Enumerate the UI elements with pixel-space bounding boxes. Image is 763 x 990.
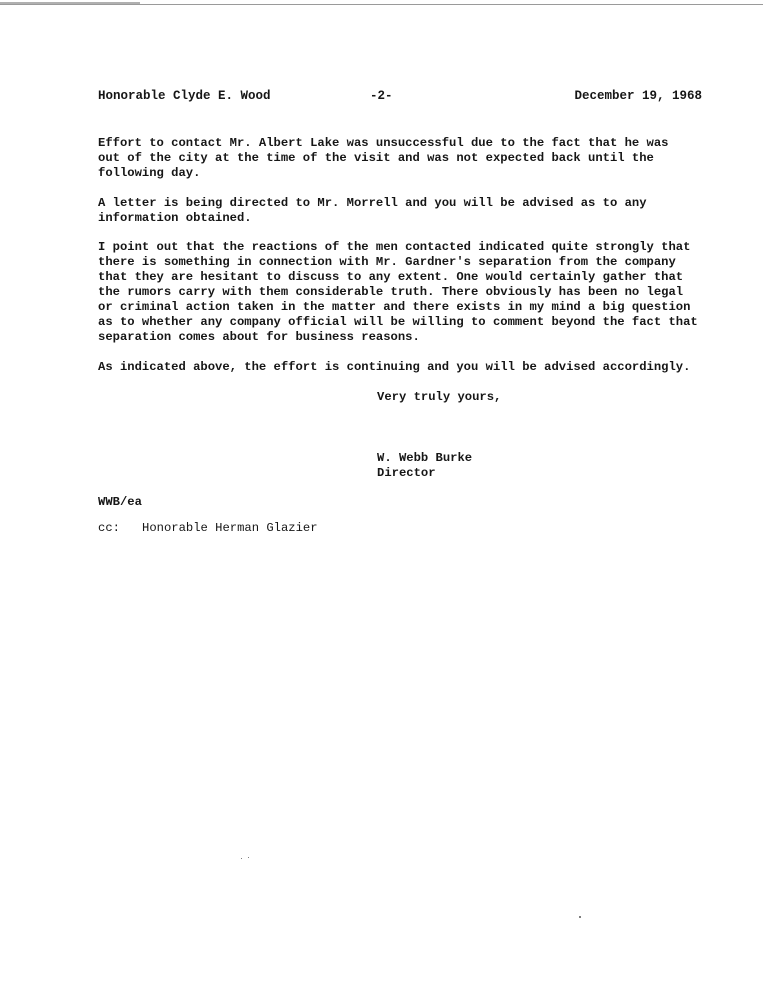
valediction: Very truly yours, [377,390,502,404]
signer-title: Director [377,466,436,480]
body-paragraph-1: Effort to contact Mr. Albert Lake was unsuccessful due to the fact that he was out of the city at the time of the visit and was not expected back until the following day. [98,136,669,180]
cc-label: cc: [98,521,120,535]
signer-name: W. Webb Burke [377,451,473,465]
body-paragraph-2: A letter is being directed to Mr. Morrell and you will be advised as to any information obtained. [98,196,647,225]
scan-speck [241,858,242,859]
top-edge-line [0,4,763,5]
scan-speck [248,857,249,858]
page-number: -2- [370,89,393,103]
cc-recipient: Honorable Herman Glazier [142,521,318,535]
letter-header [98,89,702,107]
reference-initials: WWB/ea [98,495,142,509]
body-paragraph-4: As indicated above, the effort is continuing and you will be advised accordingly. [98,360,691,374]
letter-date: December 19, 1968 [574,89,702,103]
body-paragraph-3: I point out that the reactions of the men contacted indicated quite strongly that there is something in connection with Mr. Gardner's separation from the company that they are hesitant to discuss to any extent. One would certainly gather that the rumors carry with them considerable truth. There obviously has been no legal or criminal action taken in the matter and there exists in my mind a big question as to whether any company official will be willing to comment beyond the fact that separation comes about for business reasons. [98,240,698,344]
header-recipient: Honorable Clyde E. Wood [98,89,271,103]
carbon-copy-line [98,521,318,535]
scan-speck [579,916,581,918]
